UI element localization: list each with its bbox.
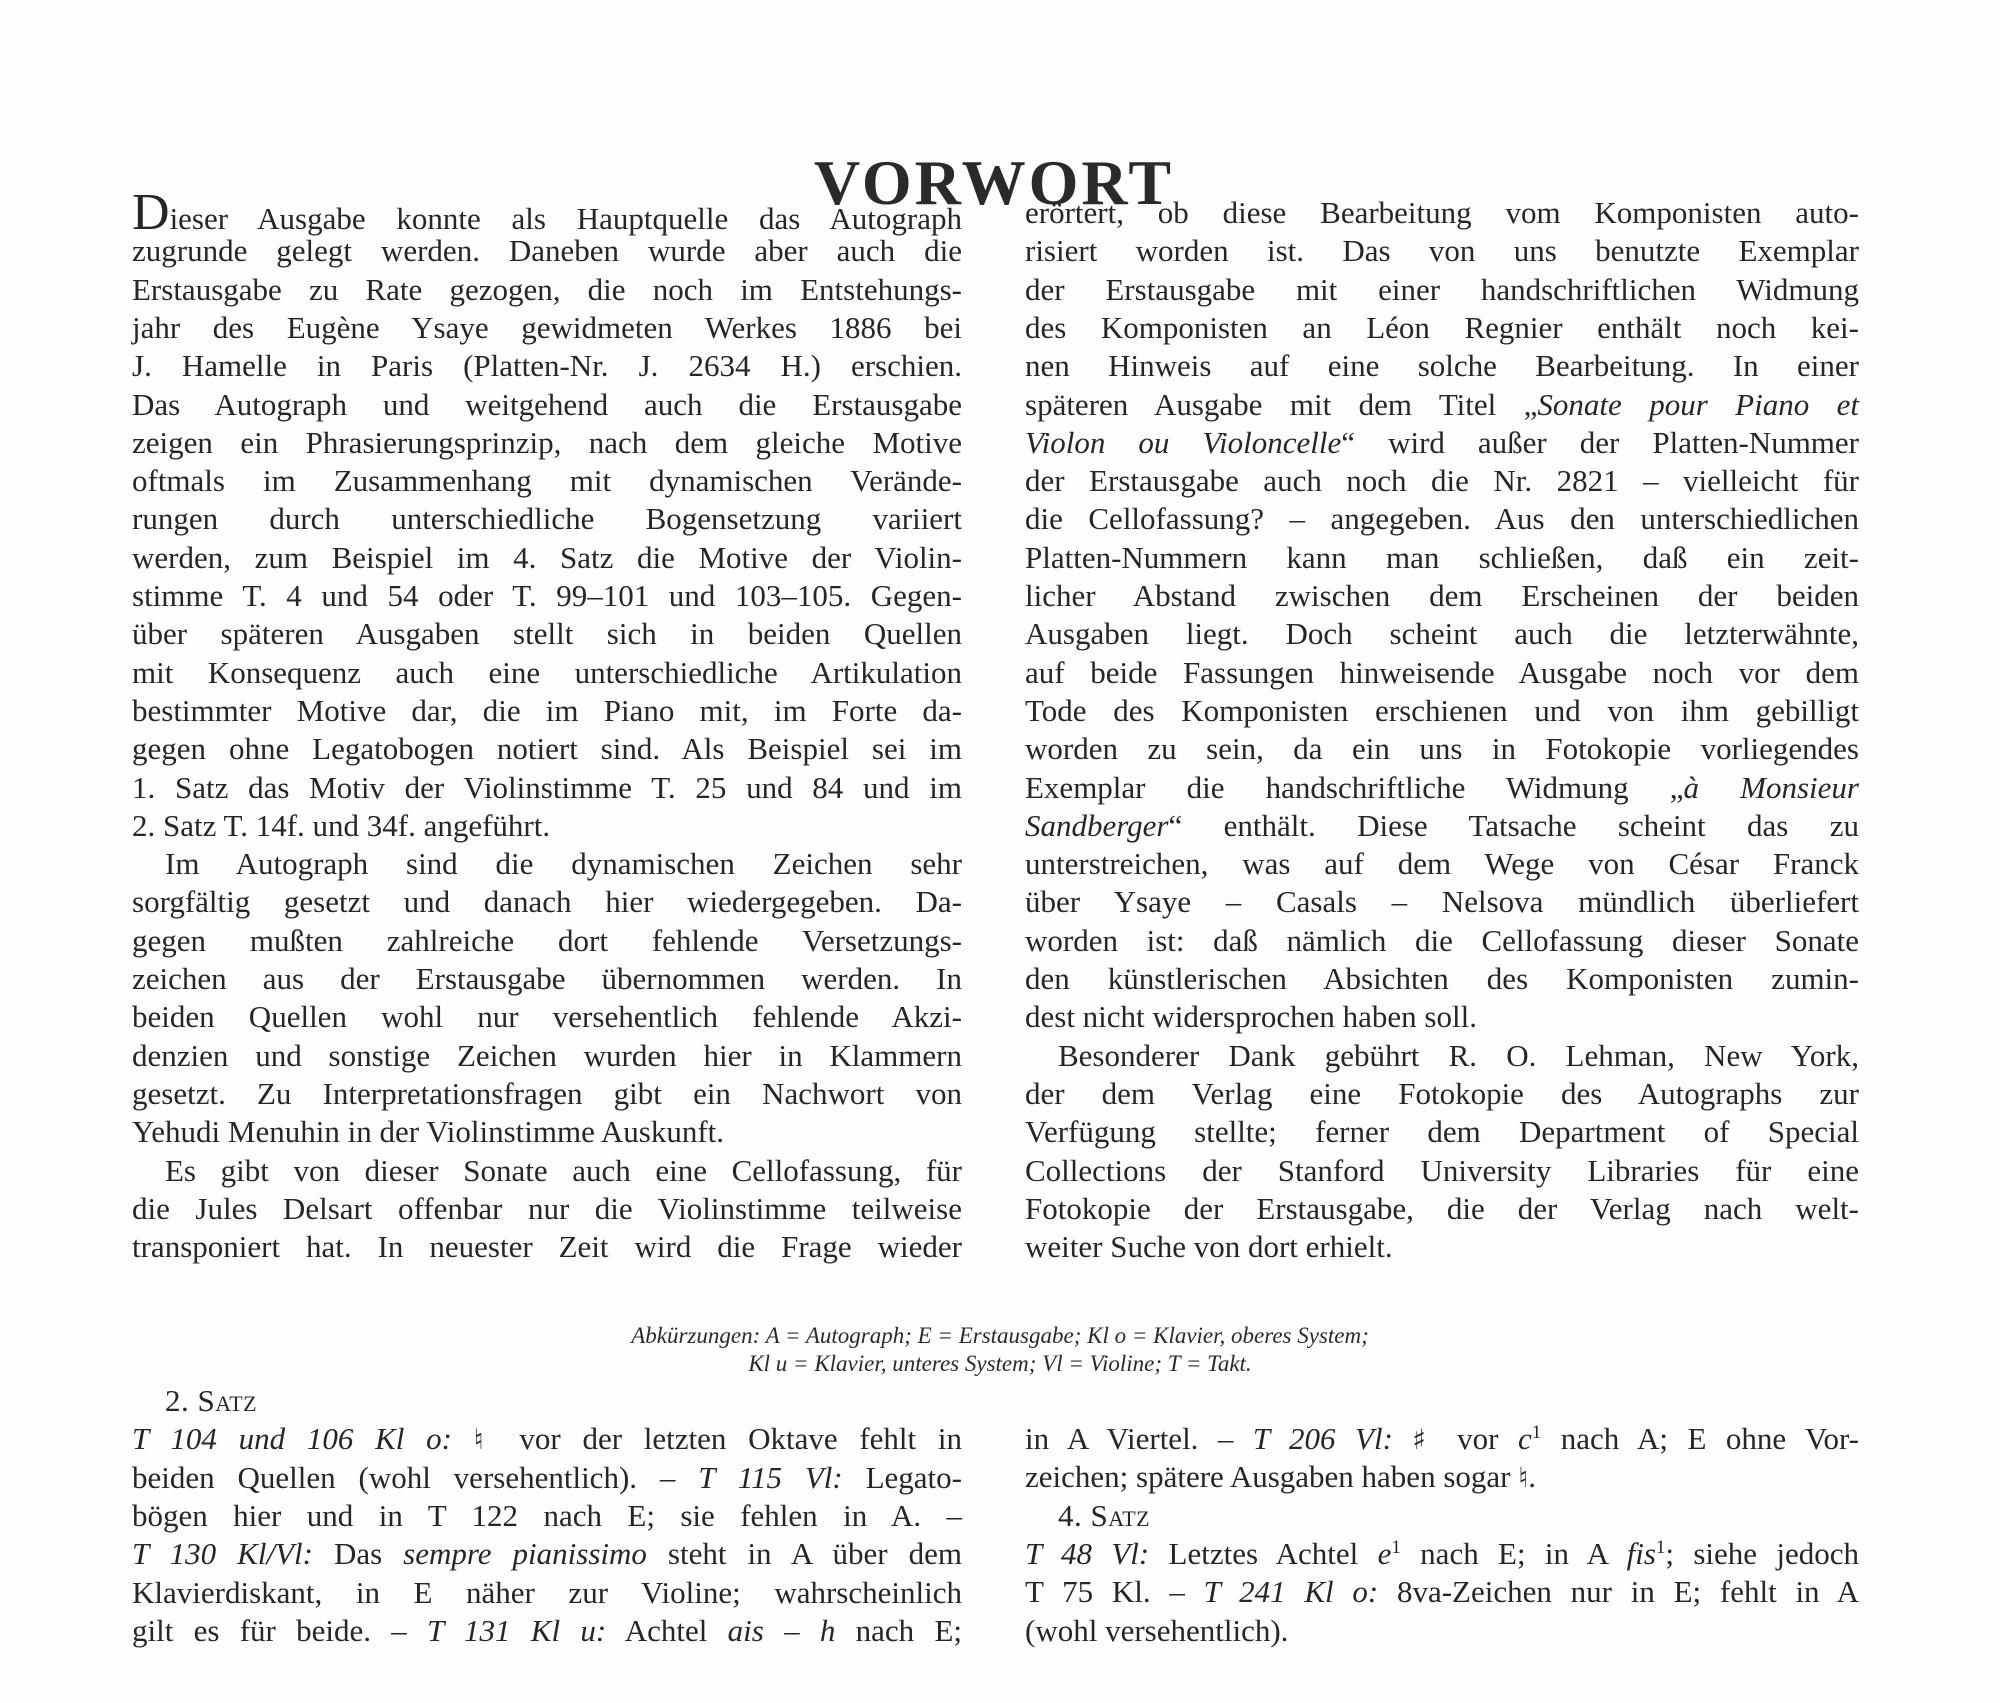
text-run: zeichen aus der Erstausgabe übernommen werden. In <box>132 961 962 996</box>
text-run: erörtert, ob diese Bearbeitung vom Komponisten auto- <box>1025 195 1859 230</box>
text-line <box>1025 309 1859 347</box>
text-line <box>1025 500 1859 538</box>
text-line <box>132 386 962 424</box>
text-run: nach E; <box>835 1612 963 1648</box>
text-run: T 206 Vl: <box>1252 1421 1393 1456</box>
text-run: werden, zum Beispiel im 4. Satz die Motive der Violin- <box>132 539 962 575</box>
text-run: weiter Suche von dort erhielt. <box>1025 1229 1393 1265</box>
text-line <box>132 845 962 883</box>
text-run: über späteren Ausgaben stellt sich in beiden Quellen <box>132 616 962 652</box>
text-line <box>132 998 962 1036</box>
text-line <box>1025 1228 1859 1266</box>
text-run: 2. Satz <box>165 1383 258 1418</box>
text-run: auf beide Fassungen hinweisende Ausgabe noch vor dem <box>1025 654 1859 690</box>
text-run: Platten-Nummern kann man schließen, daß ein zeit- <box>1025 539 1859 575</box>
text-line <box>1025 960 1859 998</box>
text-line <box>1025 615 1859 653</box>
text-run: nach A; E ohne Vor- <box>1541 1421 1859 1456</box>
text-run: in A Viertel. – <box>1025 1421 1253 1456</box>
text-run: zeigen ein Phrasierungsprinzip, nach dem gleiche Motive <box>132 424 962 460</box>
text-run: Verfügung stellte; ferner dem Department of Special <box>1025 1114 1859 1150</box>
text-run: 1 <box>1391 1536 1401 1558</box>
text-line <box>132 1420 962 1458</box>
text-run: sempre pianissimo <box>403 1536 647 1572</box>
text-run: Klavierdiskant, in E näher zur Violine; wahrscheinlich <box>132 1574 962 1610</box>
text-line <box>132 807 962 845</box>
text-run: T 48 Vl: <box>1025 1535 1150 1571</box>
text-line <box>132 1037 962 1075</box>
text-run: e <box>1377 1535 1392 1571</box>
text-run: Violon ou Violoncelle <box>1025 424 1342 460</box>
text-line <box>132 654 962 692</box>
text-run: mit Konsequenz auch eine unterschiedliche Artikulation <box>132 654 962 690</box>
text-run: J. Hamelle in Paris (Platten-Nr. J. 2634 H.) erschien. <box>132 348 962 384</box>
text-run: licher Abstand zwischen dem Erscheinen der beiden <box>1025 578 1859 613</box>
text-run: T 115 Vl: <box>698 1459 843 1495</box>
text-line <box>1025 883 1859 921</box>
text-run: gegen ohne Legatobogen notiert sind. Als Beispiel sei im <box>132 731 962 767</box>
text-run: Collections der Stanford University Libraries für eine <box>1025 1152 1859 1188</box>
text-line <box>1025 1535 1859 1573</box>
text-run: 2. Satz T. 14f. und 34f. angeführt. <box>132 807 551 843</box>
text-line <box>1025 539 1859 577</box>
text-run: ; siehe jedoch <box>1665 1535 1859 1571</box>
text-run: Sonate pour Piano et <box>1537 386 1859 422</box>
text-run: vor der letzten Oktave fehlt in <box>497 1421 963 1457</box>
text-run: Fotokopie der Erstausgabe, die der Verlag nach welt- <box>1025 1190 1859 1226</box>
text-line <box>132 1535 962 1573</box>
text-line <box>132 462 962 500</box>
text-line <box>1025 769 1859 807</box>
text-run: Letztes Achtel <box>1149 1535 1378 1571</box>
text-line <box>1025 386 1859 424</box>
text-run: T 130 Kl/Vl: <box>132 1536 313 1572</box>
text-run: worden ist: daß nämlich die Cellofassung dieser Sonate <box>1025 922 1859 958</box>
text-line <box>1025 654 1859 692</box>
drop-cap: D <box>132 184 170 241</box>
text-run: die Cellofassung? – angegeben. Aus den unterschiedlichen <box>1025 501 1859 537</box>
text-run: 1 <box>1655 1536 1666 1558</box>
text-run: nach E; in A <box>1400 1535 1627 1571</box>
text-run: worden zu sein, da ein uns in Fotokopie vorliegendes <box>1025 731 1859 767</box>
text-run: zugrunde gelegt werden. Daneben wurde aber auch die <box>132 233 962 269</box>
text-run: Besonderer Dank gebührt R. O. Lehman, New York, <box>1058 1037 1859 1073</box>
text-line <box>132 1497 962 1535</box>
text-run: Es gibt von dieser Sonate auch eine Cellofassung, für <box>165 1152 962 1188</box>
text-line <box>132 184 962 241</box>
text-line <box>132 615 962 653</box>
text-line <box>1025 194 1859 232</box>
text-run: fis <box>1626 1535 1656 1571</box>
text-run: gegen mußten zahlreiche dort fehlende Versetzungs- <box>132 922 962 958</box>
text-line <box>1025 730 1859 768</box>
text-run: “ enthält. Diese Tatsache scheint das zu <box>1168 807 1859 843</box>
text-run: denzien und sonstige Zeichen wurden hier in Klammern <box>132 1037 962 1073</box>
text-line <box>1025 232 1859 270</box>
text-run: gesetzt. Zu Interpretationsfragen gibt ein Nachwort von <box>132 1075 962 1111</box>
text-run: risiert worden ist. Das von uns benutzte Exemplar <box>1025 233 1859 269</box>
text-line <box>1025 424 1859 462</box>
text-run: 1 <box>1531 1422 1542 1443</box>
text-line <box>1025 1497 1859 1535</box>
text-run: (wohl versehentlich). <box>1025 1612 1289 1648</box>
text-line <box>132 1228 962 1266</box>
text-run: Legato- <box>842 1459 962 1495</box>
text-line <box>1025 692 1859 730</box>
text-line <box>1025 845 1859 883</box>
text-run: dest nicht widersprochen haben soll. <box>1025 999 1477 1035</box>
text-line <box>132 1113 962 1151</box>
natural-sign-icon: ♮ <box>1518 1461 1529 1495</box>
text-run: ais – h <box>727 1612 836 1648</box>
sharp-sign-icon: ♯ <box>1412 1423 1438 1456</box>
text-line <box>1025 1152 1859 1190</box>
text-run: Achtel <box>606 1612 728 1648</box>
text-run: à Monsieur <box>1683 769 1859 805</box>
text-line <box>132 769 962 807</box>
text-line <box>1025 1037 1859 1075</box>
text-line <box>132 500 962 538</box>
text-run: sorgfältig gesetzt und danach hier wiedergegeben. Da- <box>132 884 962 920</box>
text-line <box>1025 998 1859 1036</box>
abbreviations-line-2: Kl u = Klavier, unteres System; Vl = Violine; T = Takt. <box>748 1351 1252 1376</box>
text-run: Das Autograph und weitgehend auch die Erstausgabe <box>132 386 962 422</box>
text-run: 8va-Zeichen nur in E; fehlt in A <box>1378 1574 1859 1610</box>
text-run: Im Autograph sind die dynamischen Zeichen sehr <box>165 846 962 882</box>
page-title: VORWORT <box>813 146 1175 218</box>
text-line <box>132 730 962 768</box>
text-run: bestimmter Motive dar, die im Piano mit, im Forte da- <box>132 692 962 728</box>
text-line <box>132 424 962 462</box>
text-line <box>132 1574 962 1612</box>
text-line <box>132 1459 962 1497</box>
text-run: 4. Satz <box>1058 1497 1151 1533</box>
text-run: vor <box>1437 1421 1518 1456</box>
text-run: Sandberger <box>1025 807 1169 843</box>
text-run: oftmals im Zusammenhang mit dynamischen Verände- <box>132 463 962 499</box>
text-line <box>132 232 962 270</box>
text-line <box>1025 807 1859 845</box>
text-run: des Komponisten an Léon Regnier enthält noch kei- <box>1025 309 1859 345</box>
text-line <box>1025 462 1859 500</box>
text-line <box>132 1382 962 1420</box>
text-run: T 75 Kl. – <box>1025 1574 1204 1610</box>
text-line <box>132 1190 962 1228</box>
text-line <box>1025 1113 1859 1151</box>
text-run: bögen hier und in T 122 nach E; sie fehlen in A. – <box>132 1497 962 1533</box>
text-run: steht in A über dem <box>646 1536 962 1572</box>
natural-sign-icon: ♮ <box>473 1423 498 1457</box>
text-run: transponiert hat. In neuester Zeit wird die Frage wieder <box>132 1229 962 1265</box>
text-run: T 241 Kl o: <box>1203 1574 1379 1610</box>
text-run: über Ysaye – Casals – Nelsova mündlich überliefert <box>1025 884 1859 920</box>
text-line <box>132 1152 962 1190</box>
text-line <box>1025 347 1859 385</box>
text-line <box>132 347 962 385</box>
text-run: Exemplar die handschriftliche Widmung „ <box>1025 769 1684 805</box>
text-run: der dem Verlag eine Fotokopie des Autographs zur <box>1025 1075 1859 1111</box>
text-run: die Jules Delsart offenbar nur die Violinstimme teilweise <box>132 1190 962 1226</box>
text-run: Ausgaben liegt. Doch scheint auch die letzterwähnte, <box>1025 616 1859 652</box>
text-run: Tode des Komponisten erschienen und von ihm gebilligt <box>1025 692 1859 728</box>
text-run: der Erstausgabe auch noch die Nr. 2821 – vielleicht für <box>1025 463 1859 499</box>
text-run: Erstausgabe zu Rate gezogen, die noch im Entstehungs- <box>132 271 962 307</box>
text-run: ieser Ausgabe konnte als Hauptquelle das Autograph <box>169 201 962 236</box>
text-run: zeichen; spätere Ausgaben haben sogar <box>1025 1459 1519 1495</box>
text-run: T 131 Kl u: <box>427 1612 607 1648</box>
text-line <box>132 539 962 577</box>
text-line <box>1025 1458 1859 1496</box>
text-line <box>132 922 962 960</box>
text-run: “ wird außer der Platten-Nummer <box>1341 424 1859 460</box>
text-run: stimme T. 4 und 54 oder T. 99–101 und 103–105. Gegen- <box>132 578 962 613</box>
text-run: den künstlerischen Absichten des Komponisten zumin- <box>1025 961 1859 996</box>
text-line <box>132 271 962 309</box>
text-run <box>1393 1421 1412 1456</box>
text-line <box>1025 577 1859 615</box>
text-run: Das <box>312 1536 404 1572</box>
text-line <box>132 309 962 347</box>
text-run: beiden Quellen wohl nur versehentlich fehlende Akzi- <box>132 999 962 1035</box>
text-run: jahr des Eugène Ysaye gewidmeten Werkes 1886 bei <box>132 309 962 345</box>
text-line <box>1025 271 1859 309</box>
abbreviations-line-1: Abkürzungen: A = Autograph; E = Erstausgabe; Kl o = Klavier, oberes System; <box>631 1323 1369 1348</box>
text-line <box>1025 1612 1859 1650</box>
text-run: c <box>1517 1421 1532 1456</box>
text-run: rungen durch unterschiedliche Bogensetzung variiert <box>132 501 962 537</box>
text-line <box>132 577 962 615</box>
text-line <box>1025 1573 1859 1611</box>
text-line <box>1025 1190 1859 1228</box>
text-line <box>132 1612 962 1650</box>
text-run: der Erstausgabe mit einer handschriftlichen Widmung <box>1025 271 1859 307</box>
text-run: beiden Quellen (wohl versehentlich). – <box>132 1459 699 1495</box>
text-run: unterstreichen, was auf dem Wege von César Franck <box>1025 846 1859 882</box>
text-line <box>132 960 962 998</box>
text-run: gilt es für beide. – <box>132 1612 428 1648</box>
text-run: 1. Satz das Motiv der Violinstimme T. 25 und 84 und im <box>132 769 962 805</box>
text-run: T 104 und 106 Kl o: <box>132 1421 474 1457</box>
text-run: späteren Ausgabe mit dem Titel „ <box>1025 386 1538 422</box>
text-line <box>1025 1420 1859 1458</box>
text-line <box>1025 922 1859 960</box>
text-run: . <box>1528 1459 1536 1495</box>
text-line <box>132 1075 962 1113</box>
text-run: nen Hinweis auf eine solche Bearbeitung. In einer <box>1025 348 1859 384</box>
text-line <box>1025 1075 1859 1113</box>
text-run: Yehudi Menuhin in der Violinstimme Auskunft. <box>132 1114 725 1150</box>
text-line <box>132 883 962 921</box>
text-line <box>132 692 962 730</box>
